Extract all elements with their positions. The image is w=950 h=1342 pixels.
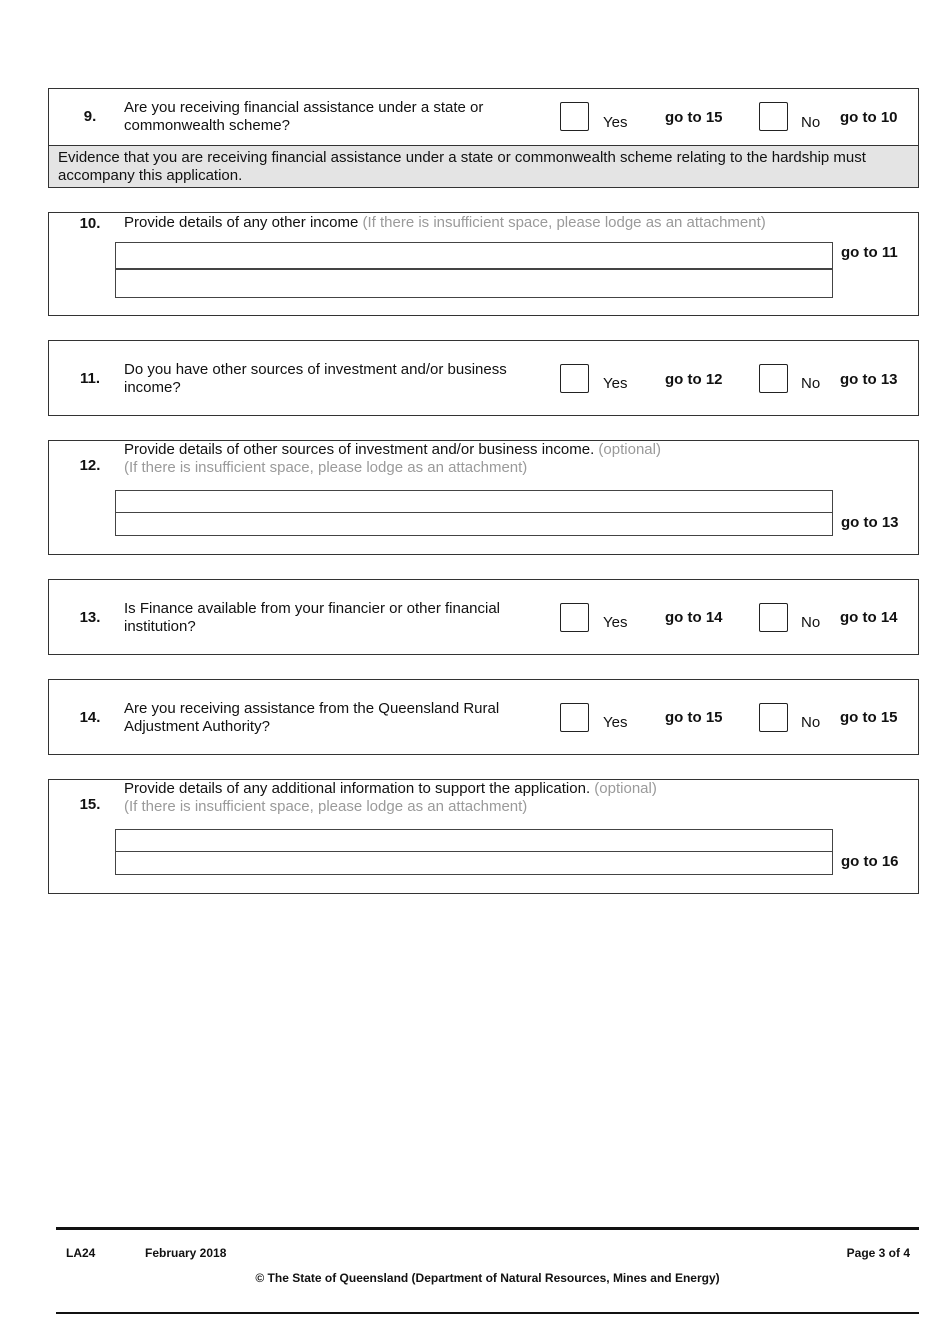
question-main-text: Provide details of any other income [124, 214, 363, 231]
form-date: February 2018 [145, 1246, 227, 1260]
question-number: 11. [79, 370, 101, 387]
question-text [124, 780, 824, 816]
page-number: Page 3 of 4 [846, 1246, 910, 1260]
no-label: No [801, 375, 821, 392]
goto-label: go to 11 [841, 244, 898, 261]
question-13 [48, 579, 919, 655]
question-hint: (If there is insufficient space, please lodge as an attachment) [124, 459, 528, 476]
no-goto: go to 10 [840, 109, 898, 126]
footer-bottom-rule [56, 1312, 919, 1314]
yes-label: Yes [603, 375, 628, 392]
additional-info-field-2[interactable] [115, 851, 833, 875]
question-15 [48, 779, 919, 894]
no-goto: go to 14 [840, 609, 898, 626]
question-14 [48, 679, 919, 755]
form-code: LA24 [66, 1246, 96, 1260]
question-main-text: Provide details of other sources of investment and/or business income. [124, 441, 599, 458]
question-10 [48, 212, 919, 316]
question-11 [48, 340, 919, 416]
question-text [124, 214, 904, 232]
no-checkbox[interactable] [759, 364, 788, 393]
no-checkbox[interactable] [759, 102, 788, 131]
yes-goto: go to 14 [665, 609, 723, 626]
question-hint: (If there is insufficient space, please lodge as an attachment) [124, 798, 528, 815]
no-goto: go to 13 [840, 371, 898, 388]
yes-label: Yes [603, 114, 628, 131]
yes-checkbox[interactable] [560, 603, 589, 632]
goto-label: go to 13 [841, 514, 899, 531]
question-text [124, 441, 824, 477]
evidence-note: Evidence that you are receiving financial assistance under a state or commonwealth scheme relating to the hardship must accompany this application. [48, 145, 919, 188]
optional-tag: (optional) [594, 780, 657, 797]
footer-top-rule [56, 1227, 919, 1230]
question-12 [48, 440, 919, 555]
no-label: No [801, 114, 821, 131]
question-main-text: Provide details of any additional information to support the application. [124, 780, 595, 797]
question-hint: (If there is insufficient space, please lodge as an attachment) [362, 214, 766, 231]
question-number: 14. [79, 709, 101, 726]
investment-income-field-1[interactable] [115, 490, 833, 513]
investment-income-field-2[interactable] [115, 512, 833, 536]
other-income-field-2[interactable] [115, 269, 833, 298]
no-label: No [801, 714, 821, 731]
question-number: 15. [79, 796, 101, 813]
no-goto: go to 15 [840, 709, 898, 726]
question-text: Is Finance available from your financier or other financial institution? [124, 600, 501, 635]
yes-label: Yes [603, 614, 628, 631]
question-number: 13. [79, 609, 101, 626]
question-text: Do you have other sources of investment and/or business income? [124, 361, 507, 396]
question-text: Are you receiving assistance from the Queensland Rural Adjustment Authority? [124, 700, 500, 735]
no-checkbox[interactable] [759, 703, 788, 732]
yes-label: Yes [603, 714, 628, 731]
copyright: © The State of Queensland (Department of Natural Resources, Mines and Energy) [255, 1271, 720, 1285]
no-checkbox[interactable] [759, 603, 788, 632]
yes-goto: go to 15 [665, 109, 723, 126]
other-income-field-1[interactable] [115, 242, 833, 269]
yes-checkbox[interactable] [560, 364, 589, 393]
yes-goto: go to 15 [665, 709, 723, 726]
yes-checkbox[interactable] [560, 102, 589, 131]
optional-tag: (optional) [598, 441, 661, 458]
additional-info-field-1[interactable] [115, 829, 833, 852]
question-text: Are you receiving financial assistance under a state or commonwealth scheme? [124, 99, 484, 134]
question-9 [48, 88, 919, 146]
goto-label: go to 16 [841, 853, 899, 870]
question-number: 10. [79, 215, 101, 232]
yes-goto: go to 12 [665, 371, 723, 388]
no-label: No [801, 614, 821, 631]
yes-checkbox[interactable] [560, 703, 589, 732]
question-number: 12. [79, 457, 101, 474]
question-number: 9. [83, 108, 97, 125]
